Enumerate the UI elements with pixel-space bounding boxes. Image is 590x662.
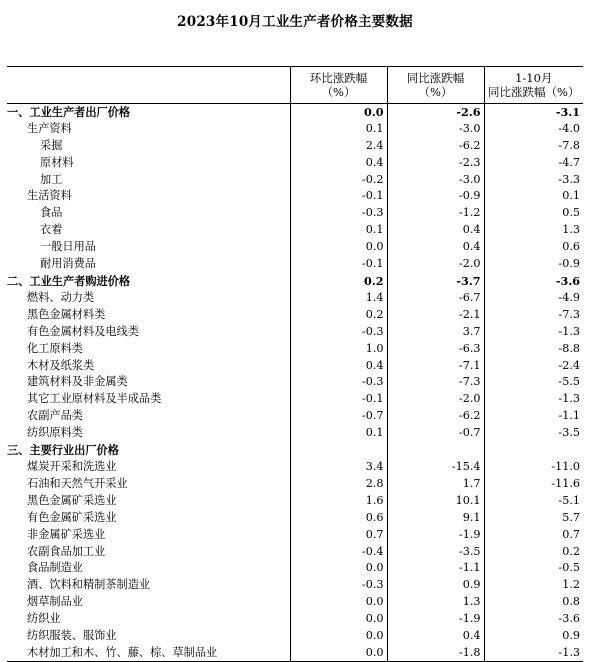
row-value-yoy: 10.1 — [387, 492, 484, 509]
table-row — [7, 120, 583, 137]
table-row — [7, 205, 583, 222]
row-category-label: 建筑材料及非金属类 — [27, 375, 128, 389]
row-value-mom: 0.1 — [290, 120, 387, 137]
table-row — [7, 239, 583, 256]
row-category-label: 食品 — [40, 206, 63, 220]
row-value-ytd: 1.3 — [484, 222, 583, 239]
row-value-yoy: -2.3 — [387, 154, 484, 171]
row-category-label: 一般日用品 — [40, 240, 96, 254]
row-value-yoy: -7.3 — [387, 374, 484, 391]
row-value-yoy: -7.1 — [387, 357, 484, 374]
row-value-mom — [290, 442, 387, 459]
row-value-ytd: -11.0 — [484, 459, 583, 476]
row-value-ytd: -4.7 — [484, 154, 583, 171]
table-row — [7, 289, 583, 306]
row-category-label: 纺织服装、服饰业 — [27, 629, 117, 643]
row-value-mom: 2.8 — [290, 475, 387, 492]
table-row — [7, 577, 583, 594]
table-row — [7, 273, 583, 290]
table-row — [7, 323, 583, 340]
row-category-label: 化工原料类 — [27, 341, 83, 355]
row-value-mom: 0.0 — [290, 104, 387, 121]
row-value-ytd: -1.3 — [484, 645, 583, 662]
column-header-unit: 同比涨跌幅（%） — [488, 85, 580, 99]
row-value-mom: 0.0 — [290, 594, 387, 611]
row-value-ytd: -8.8 — [484, 340, 583, 357]
row-category-label: 农副食品加工业 — [27, 544, 106, 558]
table-row — [7, 459, 583, 476]
row-value-yoy: -6.7 — [387, 289, 484, 306]
row-value-yoy: 0.9 — [387, 577, 484, 594]
table-row — [7, 442, 583, 459]
table-row — [7, 509, 583, 526]
row-value-ytd: 1.2 — [484, 577, 583, 594]
row-category-label: 生产资料 — [27, 121, 72, 135]
row-value-ytd: -2.4 — [484, 357, 583, 374]
row-value-yoy: -1.1 — [387, 560, 484, 577]
row-category-label: 加工 — [40, 172, 63, 186]
row-value-mom: -0.3 — [290, 323, 387, 340]
row-category-label: 燃料、动力类 — [27, 290, 95, 304]
table-row — [7, 543, 583, 560]
row-value-yoy: -6.3 — [387, 340, 484, 357]
table-row — [7, 492, 583, 509]
row-value-ytd: -4.0 — [484, 120, 583, 137]
table-row — [7, 256, 583, 273]
table-header-row — [7, 67, 583, 104]
table-row — [7, 526, 583, 543]
row-value-yoy — [387, 442, 484, 459]
table-row — [7, 628, 583, 645]
column-header-label: 同比涨跌幅 — [406, 71, 465, 85]
row-category-label: 木材加工和木、竹、藤、棕、草制品业 — [7, 645, 290, 662]
row-value-ytd: -3.3 — [484, 171, 583, 188]
row-value-mom: 0.4 — [290, 154, 387, 171]
row-value-mom: 3.4 — [290, 459, 387, 476]
row-category-label: 一、工业生产者出厂价格 — [7, 105, 131, 120]
table-row — [7, 560, 583, 577]
row-value-ytd: -0.9 — [484, 256, 583, 273]
row-category-label: 木材及纸浆类 — [27, 358, 95, 372]
row-value-yoy: -3.7 — [387, 273, 484, 290]
row-category-label: 烟草制品业 — [27, 595, 83, 609]
column-header-label: 环比涨跌幅 — [309, 71, 368, 85]
row-value-mom: -0.1 — [290, 391, 387, 408]
row-category-label: 石油和天然气开采业 — [27, 476, 128, 490]
row-value-yoy: 1.7 — [387, 475, 484, 492]
row-value-ytd: 0.2 — [484, 543, 583, 560]
row-value-mom: 0.0 — [290, 560, 387, 577]
table-row — [7, 154, 583, 171]
column-header-mom — [290, 67, 387, 104]
row-value-yoy: -0.9 — [387, 188, 484, 205]
row-value-ytd: -3.6 — [484, 611, 583, 628]
row-category-label: 耐用消费品 — [40, 257, 96, 271]
row-value-yoy: -15.4 — [387, 459, 484, 476]
price-data-table — [7, 66, 583, 662]
table-row — [7, 475, 583, 492]
row-value-ytd: 0.8 — [484, 594, 583, 611]
row-value-yoy: -3.0 — [387, 120, 484, 137]
table-row — [7, 306, 583, 323]
table-body — [7, 104, 583, 662]
row-value-ytd: 0.7 — [484, 526, 583, 543]
row-value-yoy: -3.0 — [387, 171, 484, 188]
table-row — [7, 374, 583, 391]
row-value-ytd: -7.8 — [484, 137, 583, 154]
row-value-yoy: -2.6 — [387, 104, 484, 121]
row-value-mom: -0.1 — [290, 188, 387, 205]
row-category-label: 纺织原料类 — [27, 426, 83, 440]
page-title: 2023年10月工业生产者价格主要数据 — [177, 14, 413, 30]
row-category-label: 二、工业生产者购进价格 — [7, 274, 131, 289]
table-row — [7, 188, 583, 205]
row-value-ytd: 0.5 — [484, 205, 583, 222]
table-row — [7, 594, 583, 611]
row-category-label: 黑色金属材料类 — [27, 307, 106, 321]
column-header-ytd — [484, 67, 583, 104]
row-value-ytd — [484, 442, 583, 459]
row-value-ytd: -4.9 — [484, 289, 583, 306]
column-header-yoy — [387, 67, 484, 104]
row-category-label: 纺织业 — [27, 612, 61, 626]
row-value-yoy: -2.0 — [387, 391, 484, 408]
table-row — [7, 408, 583, 425]
row-value-yoy: 0.4 — [387, 222, 484, 239]
row-value-mom: -0.3 — [290, 577, 387, 594]
row-value-yoy: -6.2 — [387, 137, 484, 154]
row-value-ytd: -5.5 — [484, 374, 583, 391]
column-header-label: 1-10月 — [515, 71, 553, 85]
row-value-mom: 1.0 — [290, 340, 387, 357]
category-column-header — [7, 67, 290, 104]
row-value-ytd: -5.1 — [484, 492, 583, 509]
table-row — [7, 645, 583, 662]
row-value-mom: 0.7 — [290, 526, 387, 543]
row-value-ytd: -11.6 — [484, 475, 583, 492]
row-category-label: 有色金属材料及电线类 — [27, 324, 139, 338]
row-value-ytd: -1.1 — [484, 408, 583, 425]
row-value-mom: -0.3 — [290, 374, 387, 391]
row-value-yoy: 0.4 — [387, 628, 484, 645]
row-value-mom: 0.0 — [290, 239, 387, 256]
row-value-yoy: -1.2 — [387, 205, 484, 222]
row-value-mom: 0.1 — [290, 425, 387, 442]
table-row — [7, 611, 583, 628]
row-value-mom: 0.2 — [290, 306, 387, 323]
row-value-mom: -0.4 — [290, 543, 387, 560]
row-value-ytd: -7.3 — [484, 306, 583, 323]
row-value-yoy: -3.5 — [387, 543, 484, 560]
table-row — [7, 357, 583, 374]
row-value-ytd: 5.7 — [484, 509, 583, 526]
row-category-label: 煤炭开采和洗选业 — [27, 459, 117, 473]
row-category-label: 原材料 — [40, 155, 74, 169]
row-value-mom: 0.1 — [290, 222, 387, 239]
row-value-mom: 0.4 — [290, 357, 387, 374]
row-value-mom: 0.0 — [290, 645, 387, 662]
row-value-mom: -0.1 — [290, 256, 387, 273]
row-value-ytd: 0.6 — [484, 239, 583, 256]
table-row — [7, 391, 583, 408]
row-value-mom: 0.0 — [290, 611, 387, 628]
row-value-mom: -0.3 — [290, 205, 387, 222]
row-value-yoy: -1.9 — [387, 611, 484, 628]
row-value-mom: -0.7 — [290, 408, 387, 425]
row-value-mom: 0.2 — [290, 273, 387, 290]
table-row — [7, 340, 583, 357]
row-category-label: 生活资料 — [27, 189, 72, 203]
row-value-mom: 2.4 — [290, 137, 387, 154]
row-category-label: 采掘 — [40, 138, 63, 152]
row-value-yoy: -1.9 — [387, 526, 484, 543]
row-value-ytd: -1.3 — [484, 391, 583, 408]
row-category-label: 酒、饮料和精制茶制造业 — [27, 578, 151, 592]
table-row — [7, 222, 583, 239]
row-value-yoy: -2.0 — [387, 256, 484, 273]
row-value-yoy: -2.1 — [387, 306, 484, 323]
row-value-mom: 0.6 — [290, 509, 387, 526]
row-value-yoy: 1.3 — [387, 594, 484, 611]
row-value-yoy: -6.2 — [387, 408, 484, 425]
row-category-label: 其它工业原材料及半成品类 — [27, 392, 162, 406]
row-category-label: 农副产品类 — [27, 409, 83, 423]
row-category-label: 非金属矿采选业 — [27, 527, 106, 541]
row-value-mom: -0.2 — [290, 171, 387, 188]
row-category-label: 三、主要行业出厂价格 — [7, 443, 119, 458]
row-category-label: 衣着 — [40, 223, 63, 237]
table-row — [7, 137, 583, 154]
row-value-ytd: 0.9 — [484, 628, 583, 645]
row-value-yoy: 9.1 — [387, 509, 484, 526]
row-category-label: 有色金属矿采选业 — [27, 510, 117, 524]
row-category-label: 黑色金属矿采选业 — [27, 493, 117, 507]
row-value-mom: 1.6 — [290, 492, 387, 509]
row-value-yoy: 3.7 — [387, 323, 484, 340]
table-row — [7, 425, 583, 442]
row-value-yoy: 0.4 — [387, 239, 484, 256]
row-value-ytd: -3.5 — [484, 425, 583, 442]
row-value-ytd: -1.3 — [484, 323, 583, 340]
row-value-yoy: -0.7 — [387, 425, 484, 442]
row-value-ytd: -0.5 — [484, 560, 583, 577]
row-value-mom: 0.0 — [290, 628, 387, 645]
row-value-mom: 1.4 — [290, 289, 387, 306]
row-value-ytd: -3.1 — [484, 104, 583, 121]
row-value-ytd: 0.1 — [484, 188, 583, 205]
row-value-ytd: -3.6 — [484, 273, 583, 290]
row-value-yoy: -1.8 — [387, 645, 484, 662]
table-row — [7, 171, 583, 188]
column-header-unit: （%） — [321, 85, 356, 99]
table-row — [7, 104, 583, 121]
row-category-label: 食品制造业 — [27, 561, 83, 575]
column-header-unit: （%） — [418, 85, 453, 99]
